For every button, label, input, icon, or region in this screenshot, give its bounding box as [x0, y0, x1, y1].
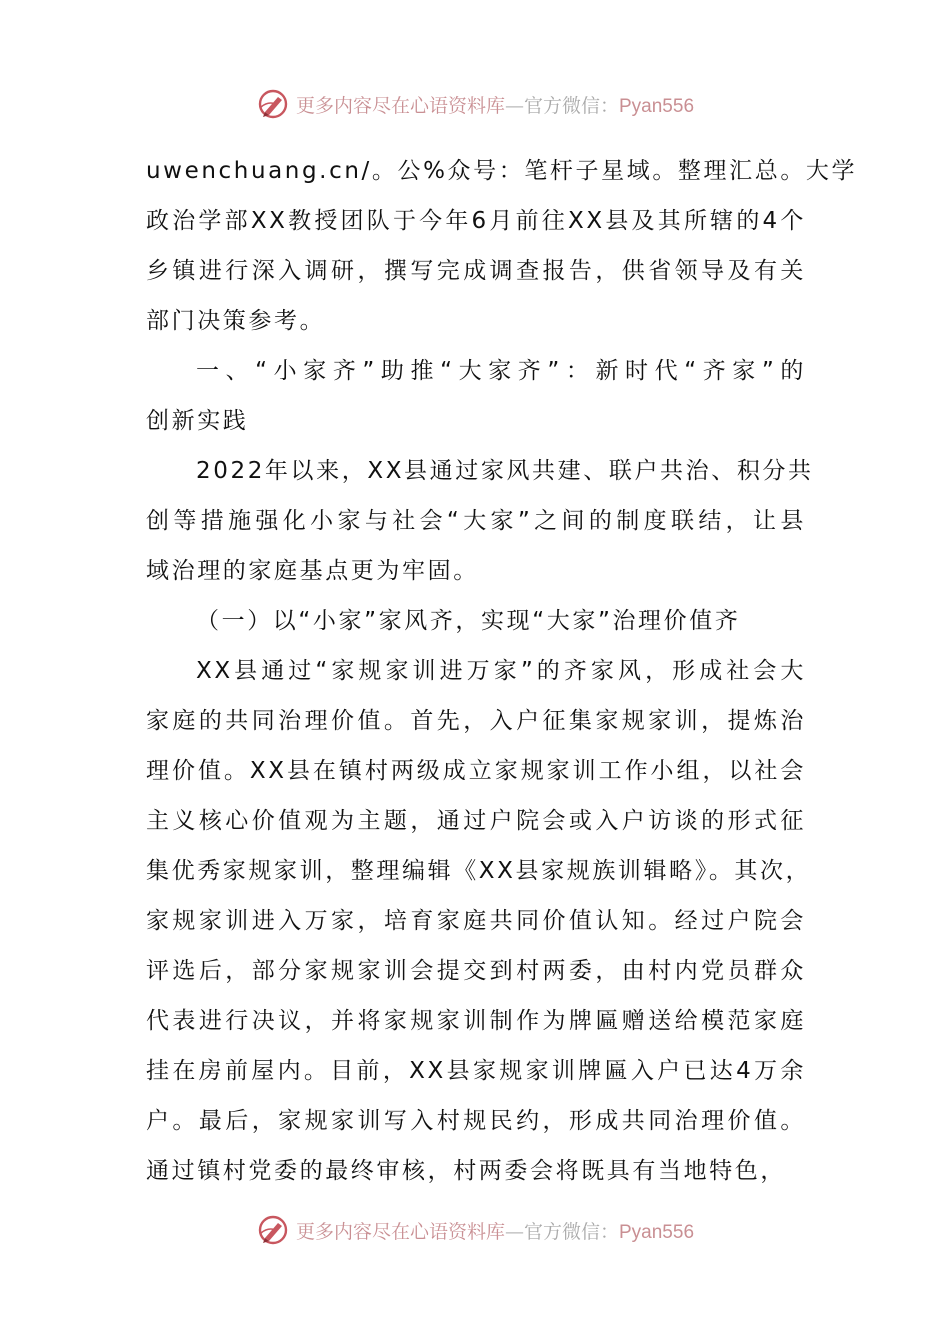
text-line: 集优秀家规家训，整理编辑《XX县家规族训辑略》。其次， [146, 858, 812, 884]
pen-circle-logo-icon [256, 1213, 290, 1247]
text-line: 代表进行决议，并将家规家训制作为牌匾赠送给模范家庭 [146, 1008, 806, 1034]
banner-wechat-label: 官方微信： [523, 1220, 619, 1243]
text-line: uwenchuang.cn/。公%众号：笔杆子星域。整理汇总。大学 [146, 158, 858, 184]
banner-text [296, 1217, 694, 1244]
text-line: 理价值。XX县在镇村两级成立家规家训工作小组，以社会 [146, 758, 806, 784]
text-line: 评选后，部分家规家训会提交到村两委，由村内党员群众 [146, 958, 806, 984]
banner-dash: — [504, 1220, 524, 1243]
text-line: 挂在房前屋内。目前，XX县家规家训牌匾入户已达4万余 [146, 1058, 806, 1084]
banner-site-text: 更多内容尽在心语资料库 [295, 1220, 505, 1243]
banner-wechat-id: Pyan556 [619, 1221, 695, 1243]
text-line: 创等措施强化小家与社会“大家”之间的制度联结，让县 [146, 508, 806, 534]
text-line: 部门决策参考。 [146, 308, 326, 334]
text-line: 2022年以来，XX县通过家风共建、联户共治、积分共 [196, 458, 814, 484]
banner-dash: — [504, 94, 524, 117]
text-line: XX县通过“家规家训进万家”的齐家风，形成社会大 [196, 658, 806, 684]
text-line: 通过镇村党委的最终审核，村两委会将既具有当地特色， [146, 1158, 786, 1184]
document-body [146, 146, 858, 1196]
header-banner [0, 84, 950, 124]
text-line: 家规家训进入万家，培育家庭共同价值认知。经过户院会 [146, 908, 806, 934]
section-heading: 一、“小家齐”助推“大家齐”：新时代“齐家”的 [196, 358, 806, 384]
subsection-heading: （一）以“小家”家风齐，实现“大家”治理价值齐 [196, 608, 741, 634]
banner-site-text: 更多内容尽在心语资料库 [295, 94, 505, 117]
text-line: 乡镇进行深入调研，撰写完成调查报告，供省领导及有关 [146, 258, 806, 284]
pen-circle-logo-icon [256, 87, 290, 121]
text-line: 户。最后，家规家训写入村规民约，形成共同治理价值。 [146, 1108, 806, 1134]
banner-wechat-id: Pyan556 [619, 95, 695, 117]
footer-banner [0, 1210, 950, 1250]
text-line: 家庭的共同治理价值。首先，入户征集家规家训，提炼治 [146, 708, 806, 734]
banner-wechat-label: 官方微信： [523, 94, 619, 117]
banner-text [296, 91, 694, 118]
section-heading-cont: 创新实践 [146, 408, 249, 434]
text-line: 主义核心价值观为主题，通过户院会或入户访谈的形式征 [146, 808, 806, 834]
text-line: 域治理的家庭基点更为牢固。 [146, 558, 479, 584]
text-line: 政治学部XX教授团队于今年6月前往XX县及其所辖的4个 [146, 208, 806, 234]
